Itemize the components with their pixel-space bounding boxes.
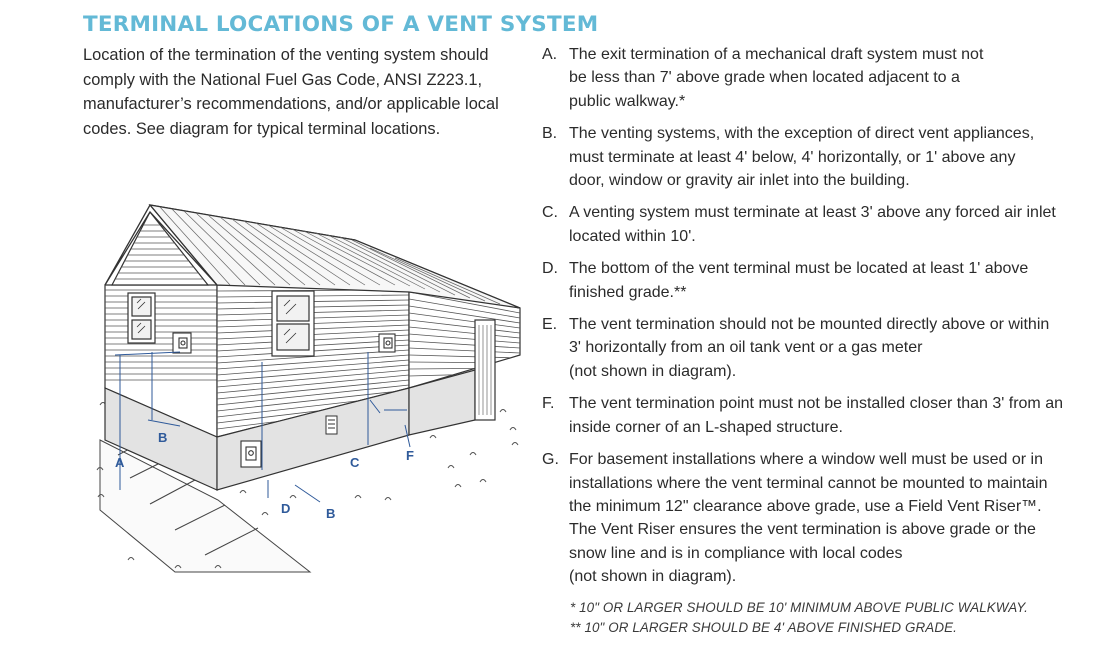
rule-line: be less than 7' above grade when located adjacent to a <box>569 69 960 87</box>
rule-line: 3' horizontally from an oil tank vent or a gas meter <box>569 339 923 357</box>
rule-line: For basement installations where a window well must be used or in <box>569 451 1044 469</box>
rule-letter: E. <box>542 316 558 334</box>
footnote-walkway: * 10" OR LARGER SHOULD BE 10' MINIMUM ABOVE PUBLIC WALKWAY. <box>570 600 1028 615</box>
rule-line: The bottom of the vent terminal must be located at least 1' above <box>569 260 1029 278</box>
rule-line: door, window or gravity air inlet into the building. <box>569 172 910 190</box>
intro-line: manufacturer’s recommendations, and/or applicable local <box>83 95 499 113</box>
rule-line: located within 10'. <box>569 227 696 245</box>
window-front <box>272 291 314 356</box>
rule-line: A venting system must terminate at least 3' above any forced air inlet <box>569 204 1056 222</box>
footnote-grade: ** 10" OR LARGER SHOULD BE 4' ABOVE FINISHED GRADE. <box>570 620 957 635</box>
rule-line: The vent termination should not be mounted directly above or within <box>569 316 1050 334</box>
label-d: D <box>281 501 291 516</box>
label-b-front: B <box>326 506 336 521</box>
rule-line: The Vent Riser ensures the vent termination is above grade or the <box>569 521 1036 539</box>
rule-letter: B. <box>542 125 558 143</box>
rule-line: (not shown in diagram). <box>569 568 737 586</box>
rule-line: inside corner of an L-shaped structure. <box>569 418 843 436</box>
vent-terminal-icon <box>379 334 395 352</box>
label-f: F <box>406 448 414 463</box>
rule-line: The vent termination point must not be installed closer than 3' from an <box>569 395 1063 413</box>
rule-line: finished grade.** <box>569 283 687 301</box>
label-a: A <box>115 455 125 470</box>
rule-line: snow line and is in compliance with local codes <box>569 544 903 562</box>
window-left <box>128 293 155 343</box>
rule-letter: C. <box>542 204 558 222</box>
forced-air-inlet-icon <box>326 416 337 434</box>
page-title: TERMINAL LOCATIONS OF A VENT SYSTEM <box>83 12 599 37</box>
right-wing <box>409 285 520 435</box>
rule-line: The exit termination of a mechanical draft system must not <box>569 46 984 63</box>
rule-line: installations where the vent terminal cannot be mounted to maintain <box>569 474 1048 492</box>
intro-line: comply with the National Fuel Gas Code, ANSI Z223.1, <box>83 70 483 89</box>
rule-line: must terminate at least 4' below, 4' horizontally, or 1' above any <box>569 148 1016 166</box>
door-icon <box>475 320 495 420</box>
label-c: C <box>350 455 360 470</box>
rule-letter: F. <box>542 395 555 413</box>
intro-line: codes. See diagram for typical terminal locations. <box>83 119 441 138</box>
rule-letter: D. <box>542 260 558 278</box>
rule-line: the minimum 12" clearance above grade, use a Field Vent Riser™. <box>569 497 1042 515</box>
rule-line: (not shown in diagram). <box>569 362 737 380</box>
rule-line: The venting systems, with the exception of direct vent appliances, <box>569 125 1035 143</box>
rule-letter: A. <box>542 46 558 63</box>
vent-terminal-icon <box>173 333 191 353</box>
label-b-side: B <box>158 430 168 445</box>
intro-line: Location of the termination of the venting system should <box>83 46 489 64</box>
rule-letter: G. <box>542 451 559 469</box>
vent-terminal-icon <box>241 441 261 467</box>
rule-line: public walkway.* <box>569 92 686 110</box>
